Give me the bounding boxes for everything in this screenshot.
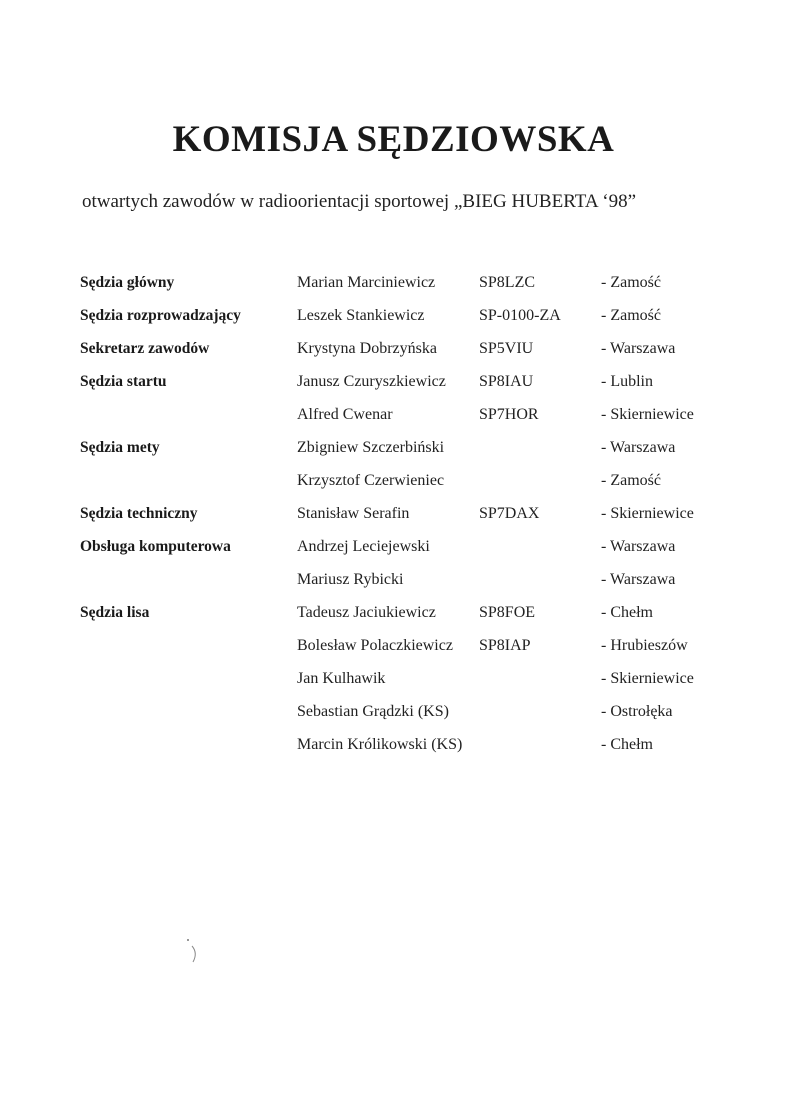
person-name: Marian Marciniewicz <box>297 274 436 291</box>
city: - Ostrołęka <box>601 703 673 720</box>
person-name: Andrzej Leciejewski <box>297 538 430 555</box>
city: - Zamość <box>601 472 661 489</box>
person-name: Krystyna Dobrzyńska <box>297 340 437 357</box>
role-label: Sędzia startu <box>80 373 167 390</box>
role-label: Sędzia mety <box>80 439 160 456</box>
judge-row <box>0 274 787 307</box>
document-subtitle: otwartych zawodów w radioorientacji sportowej „BIEG HUBERTA ‘98” <box>82 191 636 212</box>
judge-row <box>0 406 787 439</box>
person-name: Leszek Stankiewicz <box>297 307 425 324</box>
person-name: Marcin Królikowski (KS) <box>297 736 463 753</box>
person-name: Stanisław Serafin <box>297 505 410 522</box>
person-name: Janusz Czuryszkiewicz <box>297 373 446 390</box>
person-name: Jan Kulhawik <box>297 670 386 687</box>
city: - Hrubieszów <box>601 637 688 654</box>
judge-row <box>0 439 787 472</box>
city: - Chełm <box>601 736 653 753</box>
callsign: SP5VIU <box>479 340 534 357</box>
city: - Warszawa <box>601 571 676 588</box>
judge-row <box>0 505 787 538</box>
city: - Skierniewice <box>601 670 694 687</box>
judge-row <box>0 472 787 505</box>
callsign: SP7DAX <box>479 505 540 522</box>
person-name: Zbigniew Szczerbiński <box>297 439 445 456</box>
city: - Lublin <box>601 373 653 390</box>
judge-row <box>0 637 787 670</box>
scan-mark <box>186 938 200 964</box>
callsign: SP8LZC <box>479 274 536 291</box>
person-name: Sebastian Grądzki (KS) <box>297 703 449 720</box>
role-label: Obsługa komputerowa <box>80 538 231 555</box>
person-name: Krzysztof Czerwieniec <box>297 472 445 489</box>
city: - Skierniewice <box>601 406 694 423</box>
role-label: Sędzia główny <box>80 274 175 291</box>
person-name: Bolesław Polaczkiewicz <box>297 637 453 654</box>
judge-row <box>0 538 787 571</box>
role-label: Sekretarz zawodów <box>80 340 210 357</box>
city: - Zamość <box>601 274 661 291</box>
role-label: Sędzia rozprowadzający <box>80 307 241 324</box>
callsign: SP8IAP <box>479 637 531 654</box>
city: - Zamość <box>601 307 661 324</box>
city: - Warszawa <box>601 340 676 357</box>
judge-row <box>0 670 787 703</box>
role-label: Sędzia lisa <box>80 604 150 621</box>
judge-row <box>0 736 787 769</box>
city: - Chełm <box>601 604 653 621</box>
city: - Warszawa <box>601 538 676 555</box>
callsign: SP8FOE <box>479 604 536 621</box>
callsign: SP7HOR <box>479 406 539 423</box>
judges-list <box>0 274 787 769</box>
person-name: Mariusz Rybicki <box>297 571 404 588</box>
person-name: Tadeusz Jaciukiewicz <box>297 604 436 621</box>
judge-row <box>0 340 787 373</box>
callsign: SP8IAU <box>479 373 534 390</box>
judge-row <box>0 703 787 736</box>
callsign: SP-0100-ZA <box>479 307 561 324</box>
document-title: KOMISJA SĘDZIOWSKA <box>172 119 615 160</box>
city: - Skierniewice <box>601 505 694 522</box>
judge-row <box>0 307 787 340</box>
judge-row <box>0 604 787 637</box>
city: - Warszawa <box>601 439 676 456</box>
role-label: Sędzia techniczny <box>80 505 198 522</box>
judge-row <box>0 571 787 604</box>
judge-row <box>0 373 787 406</box>
person-name: Alfred Cwenar <box>297 406 393 423</box>
